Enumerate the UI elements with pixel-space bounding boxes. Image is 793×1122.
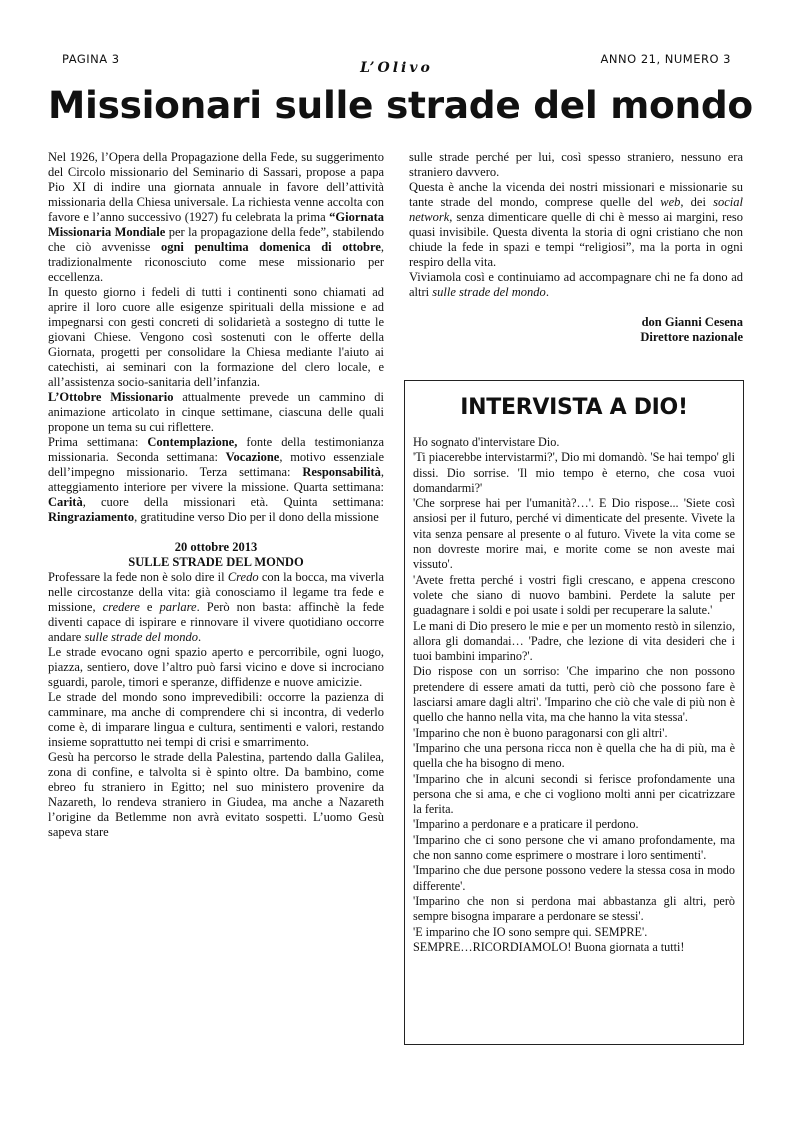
interview-box [404,380,744,1045]
interview-line: 'Imparino che non si perdona mai abbastanza gli altri, però sempre bisogna imparare a perdonare se stessi'. [413,893,735,924]
article-column-right [409,150,743,345]
article-column-left [48,150,384,840]
interview-line: 'Che sorprese hai per l'umanità?…'. E Dio rispose... 'Siete così ansiosi per il futuro, perché vi dimenticate del presente. Vivete la vita senza pensare al presente o al futuro. Vivete la vita come se non dovreste morire mai, e morite come se non aveste mai vissuto'. [413,496,735,572]
interview-body [413,435,735,955]
interview-line: 'Ti piacerebbe intervistarmi?', Dio mi domandò. 'Se hai tempo' gli dissi. Dio sorrise. 'Il mio tempo è eterno, che cosa vuoi domandarmi?' [413,450,735,495]
interview-line: 'Imparino che due persone possono vedere la stessa cosa in modo differente'. [413,863,735,893]
interview-line: 'Imparino che in alcuni secondi si ferisce profondamente una persona che si ama, e che ci vogliono molti anni per cicatrizzare la ferita. [413,771,735,817]
article-paragraph: Gesù ha percorso le strade della Palestina, partendo dalla Galilea, zona di confine, e talvolta si è spinto oltre. Da bambino, come ebreo fu straniero in Egitto; nel suo ministero provenire da Nazareth, lo rendeva straniero in Giudea, ma anche a Nazareth l’origine da Betlemme non avrà evitato sospetti. L’uomo Gesù sapeva stare [48,750,384,839]
article-title: Missionari sulle strade del mondo [48,83,753,127]
interview-line: Dio rispose con un sorriso: 'Che imparino che non possono pretendere di essere amati da tutti, però ciò che possono fare è lasciarsi amare dagli altri'. 'Imparino che ciò che vale di più non è quello che hanno nella vita, ma che hanno la vita stessa'. [413,664,735,725]
interview-line: 'Imparino che non è buono paragonarsi con gli altri'. [413,725,668,740]
article-paragraph: Prima settimana: Contemplazione, fonte della testimonianza missionaria. Seconda settimana: Vocazione, motivo essenziale dell’impegno missionario. Terza settimana: Responsabilità, atteggiamento interiore per vivere la missione. Quarta settimana: Carità, cuore della missionari età. Quinta settimana: Ringraziamento, gratitudine verso Dio per il dono della missione [48,435,384,524]
article-paragraph: Le strade evocano ogni spazio aperto e percorribile, ogni luogo, piazza, sentiero, dove l’altro può farsi vicino e dove si incrociano sguardi, parole, timori e speranze, diffidenze e nuove amicizie. [48,645,384,689]
interview-line: Ho sognato d'intervistare Dio. [413,435,560,449]
article-paragraph: Questa è anche la vicenda dei nostri missionari e missionarie su tante strade del mondo, comprese quelle del web, dei social network, senza dimenticare quelle di chi è messo ai margini, reso quasi invisibile. Questa diventa la storia di ogni cristiano che non chiude la fede in spazi e tempi “religiosi”, ma la porta in ogni respiro della vita. [409,180,743,269]
article-paragraph: Nel 1926, l’Opera della Propagazione della Fede, su suggerimento del Circolo missionario del Seminario di Sassari, propose a papa Pio XI di indire una giornata annuale in favore dell’attività missionaria della Chiesa universale. La richiesta venne accolta con favore e l’anno successivo (1927) fu celebrata la prima “Giornata Missionaria Mondiale per la propagazione della fede”, stabilendo che ciò avvenisse ogni penultima domenica di ottobre, tradizionalmente riconosciuto come mese missionario per eccellenza. [48,150,384,284]
interview-line: 'Imparino a perdonare e a praticare il perdono. [413,817,639,832]
article-paragraph: In questo giorno i fedeli di tutti i continenti sono chiamati ad aprire il loro cuore alle esigenze spirituali della missione e ad impegnarsi con gesti concreti di solidarietà a sostegno di tutte le giovani Chiese. Vengono così sostenuti con le offerte della Giornata, progetti per consolidare la Chiesa mediante l'aiuto ai catechisti, ai seminari con la formazione del clero locale, e all’assistenza socio-sanitaria dell’infanzia. [48,285,384,389]
interview-title: INTERVISTA A DIO! [460,395,688,420]
interview-line: 'Imparino che ci sono persone che vi amano profondamente, ma che non sanno come esprimere o mostrare i loro sentimenti'. [413,832,735,863]
interview-line: SEMPRE…RICORDIAMOLO! Buona giornata a tutti! [413,939,685,954]
author-name: don Gianni Cesena [641,315,743,329]
interview-line: Le mani di Dio presero le mie e per un momento restò in silenzio, allora gli domandai… 'Padre, che lezione di vita desideri che i tuoi bambini imparino?'. [413,618,735,664]
newspaper-masthead: L’Olivo [360,60,433,76]
interview-line: 'Avete fretta perché i vostri figli crescano, e appena crescono volete che siano di nuovo bambini. Perdete la salute per guadagnare i soldi e poi usate i soldi per recuperare la salute.' [413,572,735,618]
interview-line: 'E imparino che IO sono sempre qui. SEMPRE'. [413,924,648,939]
author-role: Direttore nazionale [640,330,743,344]
issue-number: ANNO 21, NUMERO 3 [600,52,731,66]
article-paragraph: L’Ottobre Missionario attualmente prevede un cammino di animazione articolato in cinque settimane, ciascuna delle quali propone un tema su cui riflettere. [48,390,385,434]
page-number: PAGINA 3 [62,52,120,66]
article-paragraph: Viviamola così e continuiamo ad accompagnare chi ne fa dono ad altri sulle strade del mondo. [409,270,743,299]
article-paragraph: sulle strade perché per lui, così spesso straniero, nessuno era straniero davvero. [409,150,743,179]
event-date: 20 ottobre 2013 [174,540,258,554]
article-paragraph: Professare la fede non è solo dire il Credo con la bocca, ma viverla nelle circostanze della vita: già conosciamo il legame tra fede e missione, credere e parlare. Però non basta: affinchè la fede diventi capace di ispirare e rinnovare il vivere quotidiano occorre andare sulle strade del mondo. [48,570,384,644]
article-paragraph: Le strade del mondo sono imprevedibili: occorre la pazienza di camminare, ma anche di comprendere chi si incontra, di vederlo come è, di imparare lingua e cultura, sentimenti e valori, restando insieme soprattutto nei tempi di crisi e smarrimento. [48,690,384,749]
interview-line: 'Imparino che una persona ricca non è quella che ha di più, ma è quella che ha bisogno di meno. [413,740,735,771]
event-title: SULLE STRADE DEL MONDO [128,555,304,569]
